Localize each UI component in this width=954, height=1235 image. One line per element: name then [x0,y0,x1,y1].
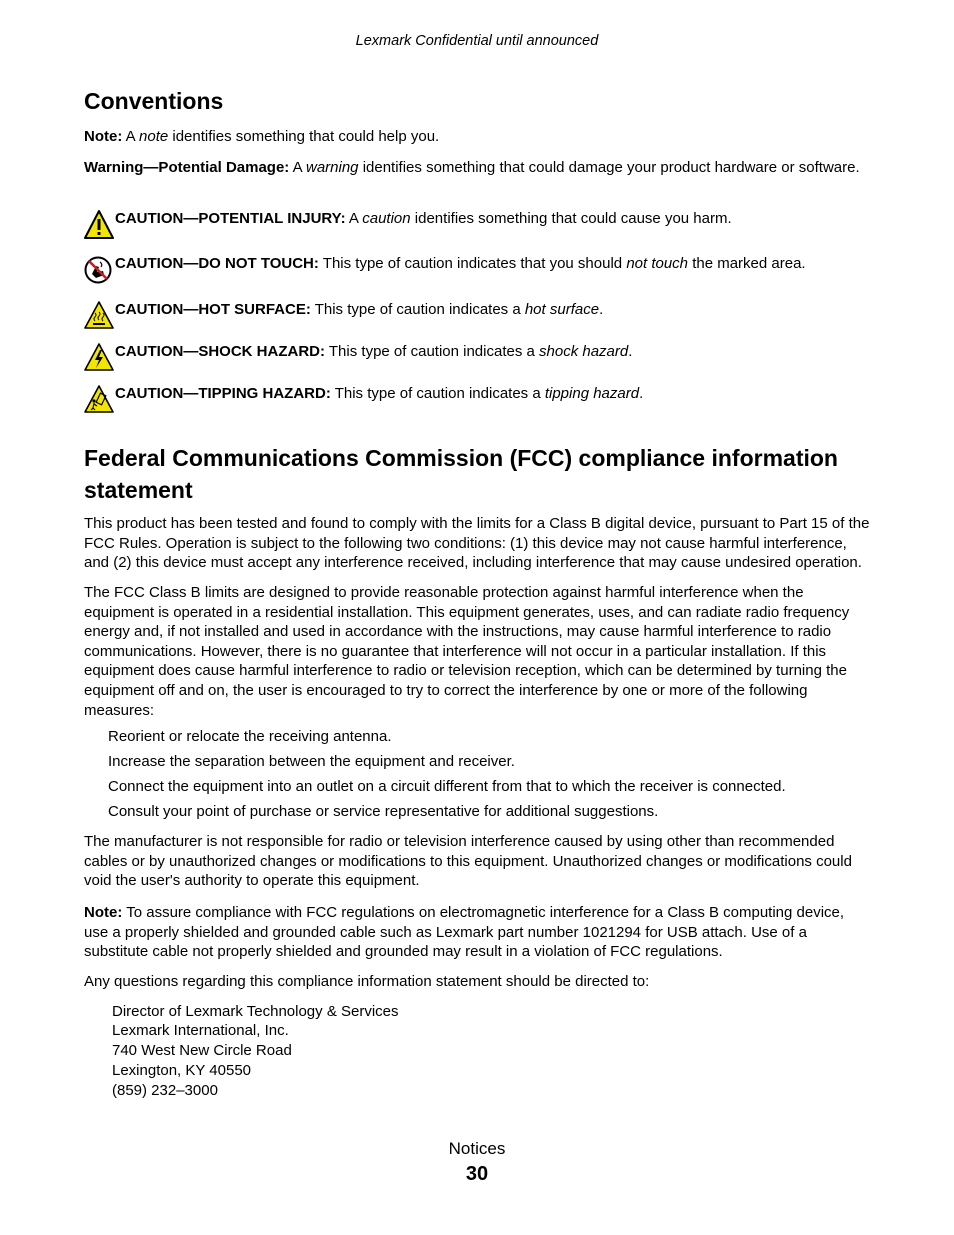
fcc-paragraph-3: The manufacturer is not responsible for radio or television interference caused by using other than recommended cables or by unauthorized changes or modifications to this equipment. Unauthorized changes or modifications could void the user's authority to operate this equipment. [84,833,852,890]
caution-label: CAUTION—DO NOT TOUCH: [115,255,319,272]
note-text-pre: A [122,128,140,145]
fcc-measure-item: Consult your point of purchase or service representative for additional suggestions. [108,803,659,820]
caution-text-pre: This type of caution indicates a [310,301,525,318]
address-line: Director of Lexmark Technology & Services [112,1003,399,1020]
fcc-measure-item: Reorient or relocate the receiving antenna. [108,728,392,745]
caution-label: CAUTION—TIPPING HAZARD: [115,385,331,402]
caution-text-post: . [599,301,604,318]
hot-surface-icon [84,300,114,332]
note-paragraph [84,127,870,147]
caution-text-em: hot surface [524,301,600,318]
caution-text-pre: This type of caution indicates a [330,385,545,402]
do-not-touch-icon [84,254,114,286]
fcc-note-label: Note: [84,904,123,921]
warning-triangle-icon [84,209,114,241]
caution-label: CAUTION—SHOCK HAZARD: [115,343,325,360]
warning-text-em: warning [306,159,359,176]
address-line: Lexmark International, Inc. [112,1022,289,1039]
fcc-title: Federal Communications Commission (FCC) compliance information statement [84,445,838,503]
caution-label: CAUTION—HOT SURFACE: [115,301,311,318]
address-line: Lexington, KY 40550 [112,1062,252,1079]
address-line: 740 West New Circle Road [112,1042,292,1059]
shock-hazard-icon [84,342,114,374]
caution-text-post: . [628,343,633,360]
note-text-em: note [139,128,169,145]
confidential-header: Lexmark Confidential until announced [355,33,599,49]
warning-label: Warning—Potential Damage: [84,159,290,176]
caution-text-pre: A [345,210,363,227]
note-label: Note: [84,128,123,145]
caution-label: CAUTION—POTENTIAL INJURY: [115,210,346,227]
fcc-measure-item: Connect the equipment into an outlet on a circuit different from that to which the receiver is connected. [108,778,786,795]
caution-text-post: . [639,385,644,402]
caution-text-em: shock hazard [539,343,629,360]
caution-text-post: identifies something that could cause you harm. [410,210,732,227]
warning-paragraph [84,158,870,178]
warning-text-post: identifies something that could damage your product hardware or software. [358,159,860,176]
caution-text-em: tipping hazard [544,385,640,402]
tipping-hazard-icon [84,384,114,416]
address-line: (859) 232–3000 [112,1082,218,1099]
conventions-title: Conventions [84,88,224,114]
fcc-measure-item: Increase the separation between the equipment and receiver. [108,753,515,770]
caution-text-post: the marked area. [688,255,806,272]
caution-text-em: caution [362,210,411,227]
caution-text-em: not touch [626,255,689,272]
page-number: 30 [465,1163,489,1185]
warning-text-pre: A [289,159,306,176]
fcc-paragraph-4: Any questions regarding this compliance information statement should be directed to: [84,973,650,990]
caution-text-pre: This type of caution indicates that you should [318,255,627,272]
footer-section: Notices [448,1139,506,1158]
fcc-note-paragraph [84,903,870,962]
fcc-note-text: To assure compliance with FCC regulations on electromagnetic interference for a Class B computing device, use a properly shielded and grounded cable such as Lexmark part number 1021294 for USB attach. Use of a substitute cable not properly shielded and grounded may result in a violation of FCC regulations. [84,904,845,961]
fcc-paragraph-2: The FCC Class B limits are designed to provide reasonable protection against harmful interference when the equipment is operated in a residential installation. This equipment generates, uses, and can radiate radio frequency energy and, if not installed and used in accordance with the instructions, may cause harmful interference to radio communications. However, there is no guarantee that interference will not occur in a particular installation. If this equipment does cause harmful interference to radio or television reception, which can be determined by turning the equipment off and on, the user is encouraged to try to correct the interference by one or more of the following measures: [84,584,850,719]
note-text-post: identifies something that could help you. [168,128,440,145]
fcc-paragraph-1: This product has been tested and found to comply with the limits for a Class B digital device, pursuant to Part 15 of the FCC Rules. Operation is subject to the following two conditions: (1) this device may not cause harmful interference, and (2) this device must accept any interference received, including interference that may cause undesired operation. [84,515,870,572]
caution-text-pre: This type of caution indicates a [325,343,540,360]
